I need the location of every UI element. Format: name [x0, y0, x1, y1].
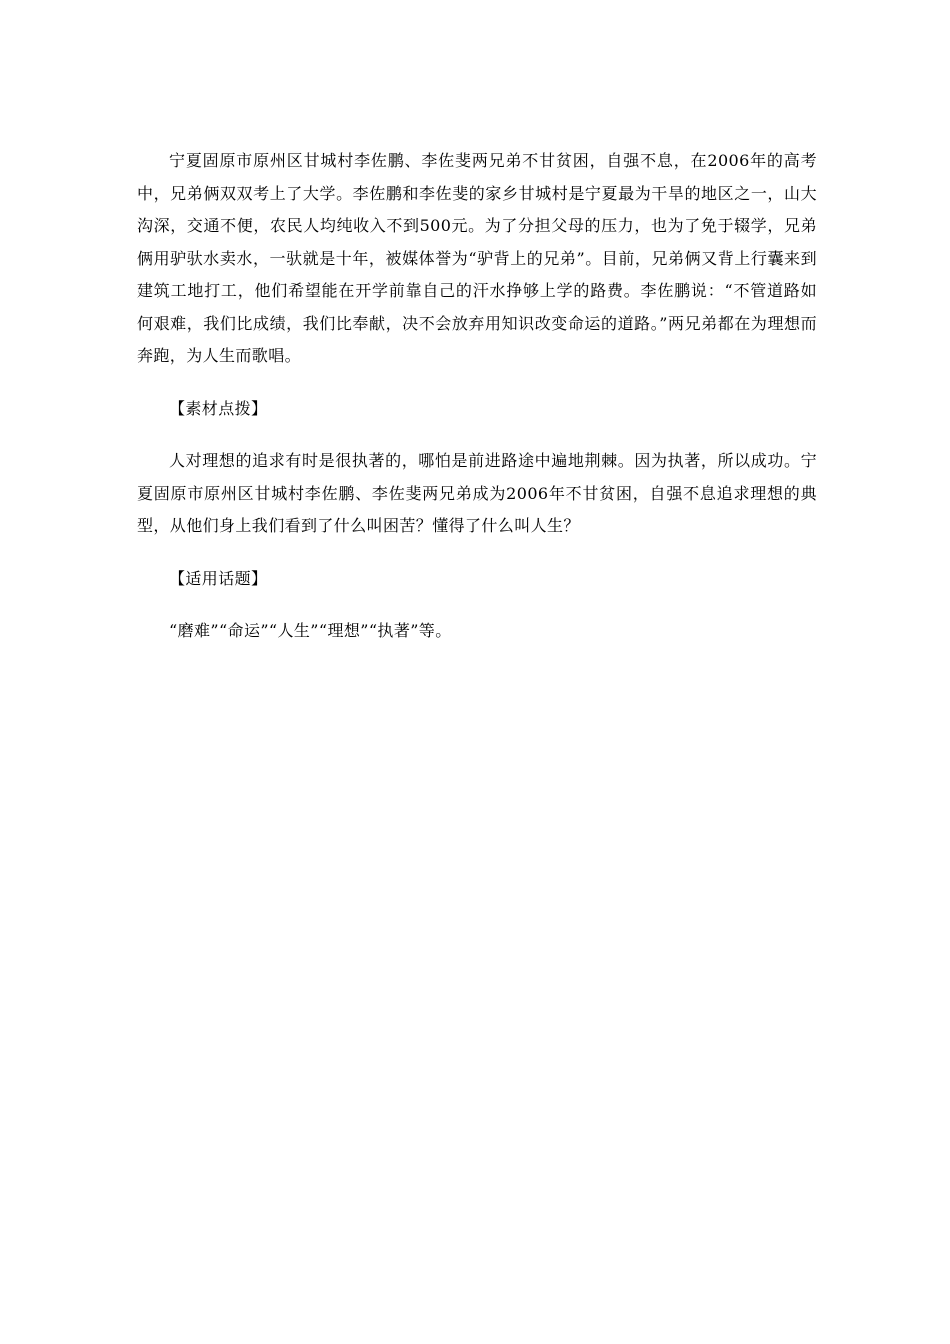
- paragraph-spacer: [137, 543, 817, 563]
- topics-heading: 【适用话题】: [169, 568, 268, 588]
- story-paragraph: 宁夏固原市原州区甘城村李佐鹏、李佐斐两兄弟不甘贫困，自强不息，在2006年的高考中，兄弟俩双双考上了大学。李佐鹏和李佐斐的家乡甘城村是宁夏最为干旱的地区之一，山大沟深，交通不便，农民人均纯收入不到500元。为了分担父母的压力，也为了免于辍学，兄弟俩用驴驮水卖水，一驮就是十年，被媒体誉为“驴背上的兄弟”。目前，兄弟俩又背上行囊来到建筑工地打工，他们希望能在开学前靠自己的汗水挣够上学的路费。李佐鹏说：“不管道路如何艰难，我们比成绩，我们比奉献，决不会放弃用知识改变命运的道路。”两兄弟都在为理想而奔跑，为人生而歌唱。: [137, 151, 817, 365]
- material-heading: 【素材点拨】: [169, 398, 268, 418]
- analysis-paragraph: 人对理想的追求有时是很执著的，哪怕是前进路途中遍地荆棘。因为执著，所以成功。宁夏固原市原州区甘城村李佐鹏、李佐斐两兄弟成为2006年不甘贫困，自强不息追求理想的典型，从他们身上我们看到了什么叫困苦？懂得了什么叫人生？: [137, 451, 817, 535]
- document-body: [137, 145, 817, 648]
- topics-paragraph: “磨难”“命运”“人生”“理想”“执著”等。: [169, 621, 452, 640]
- paragraph-spacer: [137, 425, 817, 445]
- paragraph-spacer: [137, 595, 817, 615]
- paragraph-spacer: [137, 373, 817, 393]
